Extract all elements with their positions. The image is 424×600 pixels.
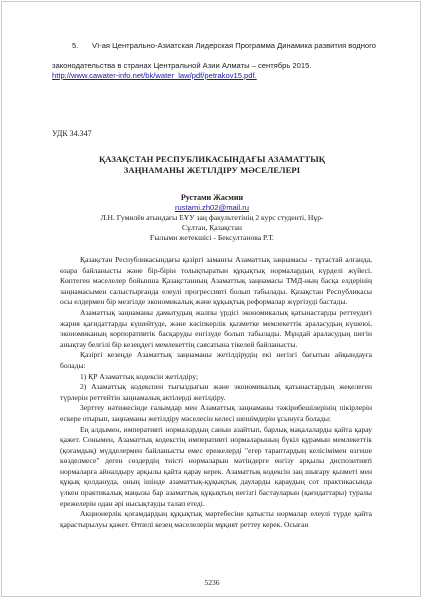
body-paragraph-3: Қазіргі кезеңде Азаматтық заңнаманы жетілдірудің екі негізгі бағытын айқындауға болады: [60,350,372,370]
author-affiliation-2: Сұлтан, Қазақстан [181,223,242,232]
udk-code: УДК 34.347 [52,129,92,138]
body-paragraph-4: 1) ҚР Азаматтық кодексін жетілдіру; [80,371,199,381]
author-affiliation-1: Л.Н. Гумилёв атындағы ЕҰУ заң факультетінің 2 курс студенті, Нұр- [100,213,324,222]
article-title-line-2: ЗАҢНАМАНЫ ЖЕТІЛДІРУ МӘСЕЛЕЛЕРІ [123,165,301,175]
body-paragraph-6: Зерттеу нәтижесінде ғалымдар мен Азаматтық заңнаманы тәжірибешілерінің пікірлерін ескере отырып, заңнаманы жетілдіру мәселесін келесі шешімдерін ұсынуға болады: [60,403,372,423]
author-name: Рустами Жасмин [180,193,244,202]
scientific-supervisor: Ғылыми жетекшісі - Бексултанова Р.Т. [150,233,274,242]
body-paragraph-7: Ең алдымен, императивті нормалардың санын азайтып, барлық мақалаларды қайта қарау қажет. Сонымен, Азаматтық кодекстің императивті нормаларының бүкіл құрамын мемлекеттік (қоғамдық) мүдделермен байланысты емес ережелерді "егер тараптардың келісімімен өзгеше көзделмесе" деген сөздердің тиісті нормаларын мәтіндерге енгізу арқылы диспозитивті нормаларға айналдыру арқылы қайта қарау керек. Азаматтық кодексін заң шығару қызметі мен құқық қолдануда, оның ішінде азаматтық-құқықтық дауларды қараудың сот практикасында үлкен практикалық маңызы бар азаматтық құқықтың негізгі бастауларын (қағидаттары) туралы ережелерін одан әрі нысықтауды талап етеді. [60,424,372,508]
article-title-line-1: ҚАЗАҚСТАН РЕСПУБЛИКАСЫНДАҒЫ АЗАМАТТЫҚ [98,154,326,164]
body-paragraph-8: Акционерлік қоғамдардың құқықтық мәртебесіне қатысты нормалар елеулі түрде қайта қарастырылуы қажет. Өтпелі кезең мәселелерін мұқият реттеу керек. Осыған [60,509,372,529]
reference-line-2: законодательства в странах Центральной Азии Алматы – сентябрь 2015. [52,61,312,70]
reference-number: 5. [72,41,79,50]
reference-url[interactable]: http://www.cawater-info.net/bk/water_law/pdf/petrakov15.pdf. [52,71,257,80]
reference-line-1: VI-ая Центрально-Азиатская Лидерская Программа Динамика развития водного [92,41,376,50]
author-email[interactable]: rustami.zh02@mail.ru [175,203,249,212]
page-number: 5236 [204,578,220,587]
body-paragraph-5: 2) Азаматтық кодекспен тығыздығын және экономикалық қатынастардың жекелеген түрлерін реттейтін заңнамалық актілерді жетілдіру. [60,382,372,402]
body-paragraph-1: Қазақстан Республикасындағы қазіргі заманғы Азаматтық заңнамасы - тұтастай алғанда, өзара байланысты және бір-бірін толықтыратын құқықтық нормалардың күрделі жүйесі. Көптеген мәселелер бойынша Қазақстанның Азаматтық заңнамасы ТМД-ның басқа елдерінің заңнамасымен салыстырғанда елеулі прогрессивті болып табылады. Қазақстан Республикасы осы елдермен бір мезгілде экономикалық және құқықтық реформалар жүргізуді бастады. [60,255,372,307]
body-paragraph-2: Азаматтық заңнаманы дамытудың жалпы үрдісі экономикалық қатынастарды реттеудегі жария қағидаттарды күшейтуде, және кәсіпкерлік қызметке мемлекеттік араласудың күшеюі, экономиканың корпоративтік басқаруды енгізуде болып табылады. Мұндай араласудың шегін анықтау белгілі бір кезеңдегі мемлекеттің саясатына тікелей байланысты. [60,307,372,349]
article-body [60,255,372,530]
